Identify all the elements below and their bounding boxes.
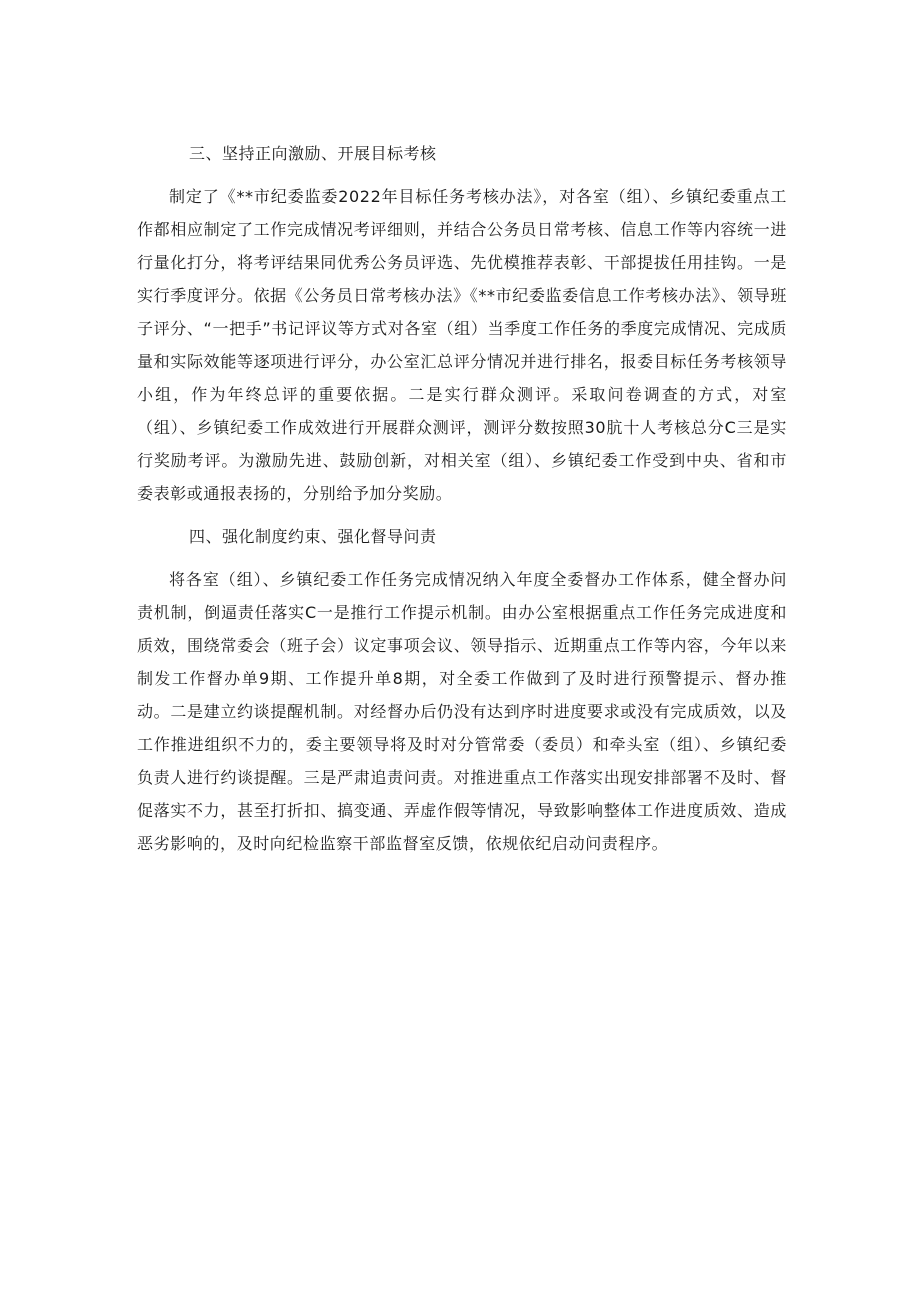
document-body	[137, 138, 787, 860]
section-paragraph-4: 将各室（组）、乡镇纪委工作任务完成情况纳入年度全委督办工作体系，健全督办问责机制，倒逼责任落实C一是推行工作提示机制。由办公室根据重点工作任务完成进度和质效，围绕常委会（班子会）议定事项会议、领导指示、近期重点工作等内容，今年以来制发工作督办单9期、工作提升单8期，对全委工作做到了及时进行预警提示、督办推动。二是建立约谈提醒机制。对经督办后仍没有达到序时进度要求或没有完成质效，以及工作推进组织不力的，委主要领导将及时对分管常委（委员）和牵头室（组）、乡镇纪委负责人进行约谈提醒。三是严肃追责问责。对推进重点工作落实出现安排部署不及时、督促落实不力，甚至打折扣、搞变通、弄虚作假等情况，导致影响整体工作进度质效、造成恶劣影响的，及时向纪检监察干部监督室反馈，依规依纪启动问责程序。	[137, 570, 787, 853]
spacer	[137, 510, 787, 521]
spacer	[137, 170, 787, 180]
section-paragraph-3: 制定了《**市纪委监委2022年目标任务考核办法》，对各室（组）、乡镇纪委重点工作都相应制定了工作完成情况考评细则，并结合公务员日常考核、信息工作等内容统一进行量化打分，将考评结果同优秀公务员评选、先优模推荐表彰、干部提拔任用挂钩。一是实行季度评分。依据《公务员日常考核办法》《**市纪委监委信息工作考核办法》、领导班子评分、“一把手”书记评议等方式对各室（组）当季度工作任务的季度完成情况、完成质量和实际效能等逐项进行评分，办公室汇总评分情况并进行排名，报委目标任务考核领导小组，作为年终总评的重要依据。二是实行群众测评。采取问卷调查的方式，对室（组）、乡镇纪委工作成效进行开展群众测评，测评分数按照30肮十人考核总分C三是实行奖励考评。为激励先进、鼓励创新，对相关室（组）、乡镇纪委工作受到中央、省和市委表彰或通报表扬的，分别给予加分奖励。	[137, 187, 787, 503]
spacer	[137, 553, 787, 563]
section-heading-3: 三、坚持正向激励、开展目标考核	[189, 144, 437, 163]
section-heading-4: 四、强化制度约束、强化督导问责	[189, 527, 437, 546]
